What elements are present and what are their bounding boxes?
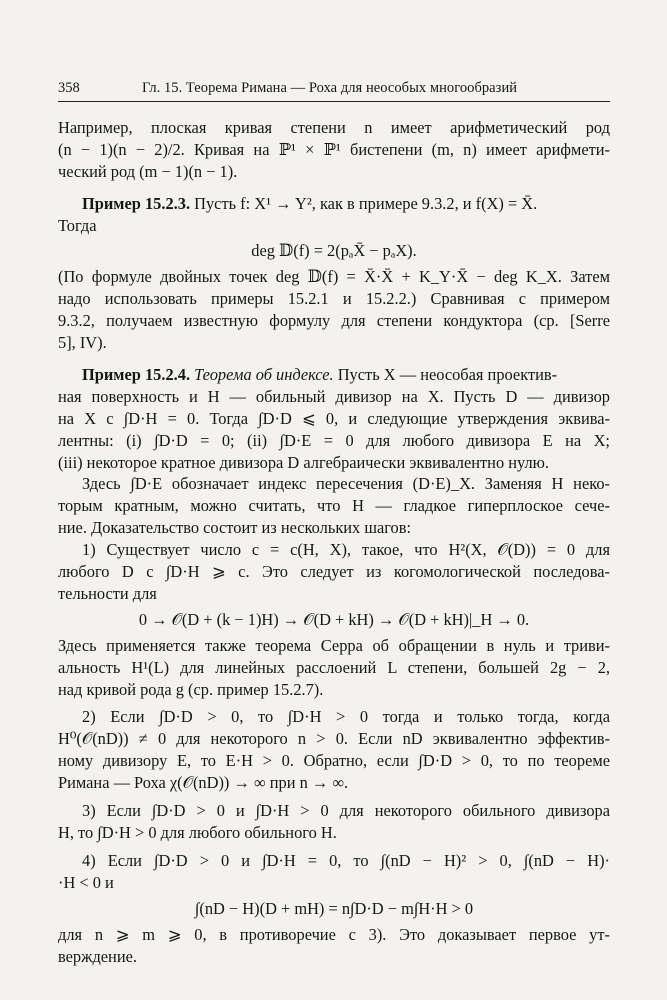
exact-sequence: 0 → 𝒪(D + (k − 1)H) → 𝒪(D + kH) → 𝒪(D + kH)|_H → 0. xyxy=(138,609,530,629)
example-label: Пример 15.2.3. xyxy=(82,193,191,213)
example-text: Пусть f: X¹ → Y², как в примере 9.3.2, и f(X) = X̄. xyxy=(190,193,538,213)
text-line: Здесь применяется также теорема Серра об обращении в нуль и триви- xyxy=(58,635,610,655)
text-line: тельности для xyxy=(58,583,157,603)
text-line: торым кратным, можно считать, что H — гладкое гиперплоское сече- xyxy=(58,496,610,516)
text-line: Здесь ∫D·E обозначает индекс пересечения (D·E)_X. Заменяя H неко- xyxy=(82,474,610,494)
text-line: (iii) некоторое кратное дивизора D алгебраически эквивалентно нулю. xyxy=(58,452,550,472)
text-line xyxy=(58,193,610,215)
text-line: H, то ∫D·H > 0 для любого обильного H. xyxy=(58,822,337,842)
text-line: ·H < 0 и xyxy=(58,872,114,892)
text-line: 2) Если ∫D·D > 0, то ∫D·H > 0 тогда и только тогда, когда xyxy=(82,707,610,727)
example-title: Теорема об индексе. xyxy=(190,365,334,385)
display-inequality: ∫(nD − H)(D + mH) = n∫D·D − m∫H·H > 0 xyxy=(194,898,474,918)
text-line: 9.3.2, получаем известную формулу для степени кондуктора (ср. [Serre xyxy=(58,311,610,331)
header-rule xyxy=(58,101,610,102)
text-line: Римана — Роха χ(𝒪(nD)) → ∞ при n → ∞. xyxy=(58,773,349,793)
text-line: на X с ∫D·H = 0. Тогда ∫D·D ⩽ 0, и следующие утверждения эквива- xyxy=(58,408,610,428)
text-line: над кривой рода g (ср. пример 15.2.7). xyxy=(58,679,324,699)
example-15-2-3 xyxy=(58,193,610,354)
example-label: Пример 15.2.4. xyxy=(82,365,191,385)
page-body xyxy=(58,117,610,967)
text-line: альность H¹(L) для линейных расслоений L степени, большей 2g − 2, xyxy=(58,657,610,677)
text-line: ная поверхность и H — обильный дивизор на X. Пусть D — дивизор xyxy=(58,386,610,406)
paragraph-1 xyxy=(58,117,610,183)
text-line: ние. Доказательство состоит из нескольких шагов: xyxy=(58,518,412,538)
text-line: (По формуле двойных точек deg 𝔻(f) = X̄·X̄ + K_Y·X̄ − deg K_X. Затем xyxy=(58,267,610,287)
text-line: Например, плоская кривая степени n имеет арифметический род xyxy=(58,118,610,137)
running-title: Гл. 15. Теорема Римана — Роха для неособых многообразий xyxy=(142,80,518,96)
text-line: 5], IV). xyxy=(58,333,107,353)
text-line: ческий род (m − 1)(n − 1). xyxy=(58,161,238,181)
text-line: Тогда xyxy=(58,215,97,235)
example-text: Пусть X — неособая проектив- xyxy=(333,365,558,385)
text-line: H⁰(𝒪(nD)) ≠ 0 для некоторого n > 0. Если nD эквивалентно эффектив- xyxy=(58,729,610,749)
text-line: для n ⩾ m ⩾ 0, в противоречие с 3). Это доказывает первое ут- xyxy=(58,924,610,944)
display-formula: deg 𝔻(f) = 2(pₐX̄ − pₐX). xyxy=(251,241,417,261)
text-line: 4) Если ∫D·D > 0 и ∫D·H = 0, то ∫(nD − H)² > 0, ∫(nD − H)· xyxy=(82,850,610,870)
example-15-2-4 xyxy=(58,364,610,967)
text-line: (n − 1)(n − 2)/2. Кривая на ℙ¹ × ℙ¹ бистепени (m, n) имеет арифмети- xyxy=(58,139,610,159)
text-line: надо использовать примеры 15.2.1 и 15.2.2.) Сравнивая с примером xyxy=(58,289,610,309)
text-line: верждение. xyxy=(58,946,137,966)
text-line: ному дивизору E, то E·H > 0. Обратно, если ∫D·D > 0, то по теореме xyxy=(58,751,610,771)
text-line xyxy=(58,364,610,386)
text-line: 1) Существует число c = c(H, X), такое, что H²(X, 𝒪(D)) = 0 для xyxy=(82,540,610,560)
text-line: любого D с ∫D·H ⩾ c. Это следует из когомологической последова- xyxy=(58,562,610,582)
page-number: 358 xyxy=(58,80,80,96)
text-line: 3) Если ∫D·D > 0 и ∫D·H > 0 для некоторого обильного дивизора xyxy=(82,801,610,821)
text-line: лентны: (i) ∫D·D = 0; (ii) ∫D·E = 0 для любого дивизора E на X; xyxy=(58,430,610,450)
